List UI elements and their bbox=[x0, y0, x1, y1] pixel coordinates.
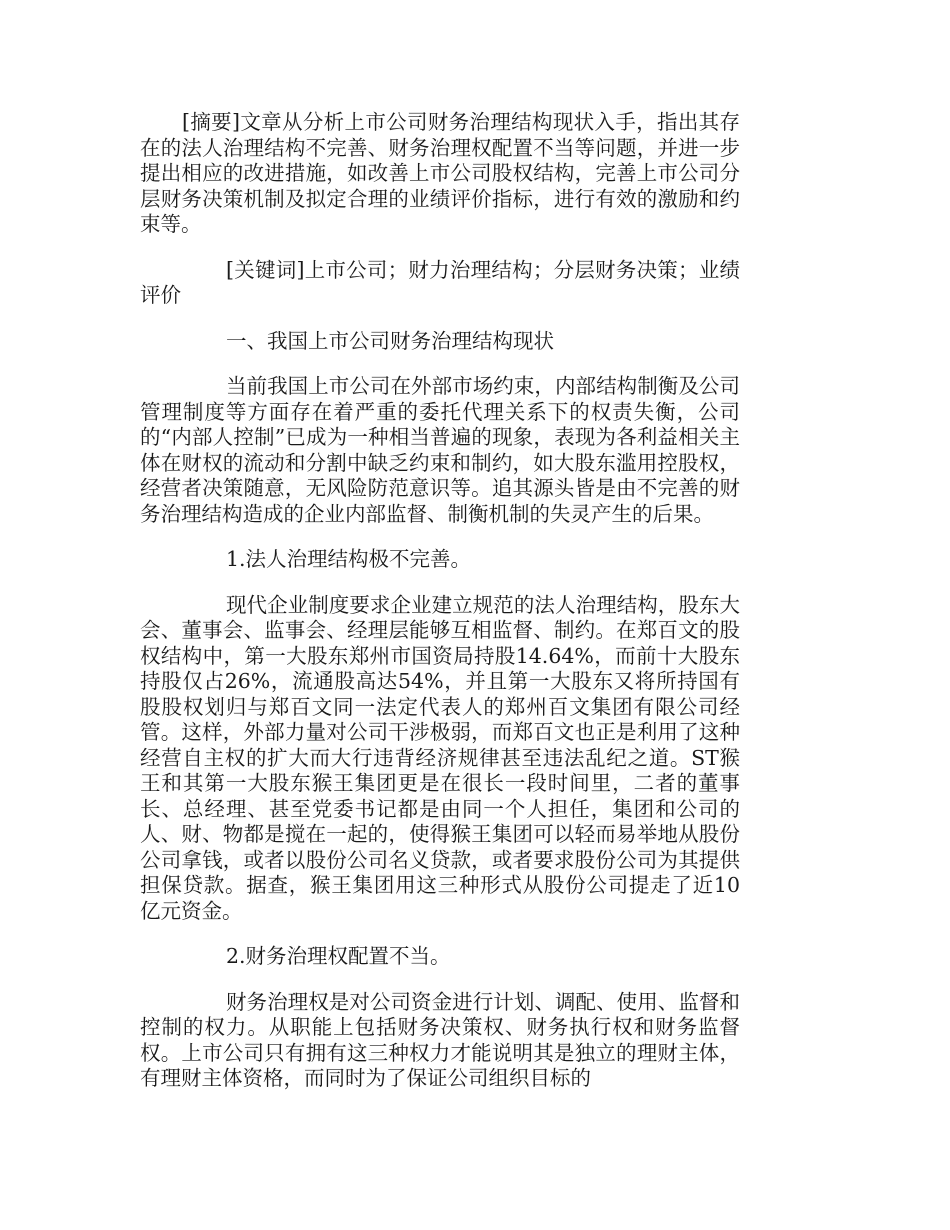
subsection-heading-2: 2.财务治理权配置不当。 bbox=[226, 944, 451, 968]
document-page bbox=[140, 110, 740, 1112]
section-heading: 一、我国上市公司财务治理结构现状 bbox=[226, 328, 554, 353]
subsection-body-1: 现代企业制度要求企业建立规范的法人治理结构，股东大会、董事会、监事会、经理层能够互相监督、制约。在郑百文的股权结构中，第一大股东郑州市国资局持股14.64%，而前十大股东持股仅占26%，流通股高达54%，并且第一大股东又将所持国有股股权划归与郑百文同一法定代表人的郑州百文集团有限公司经管。这样，外部力量对公司干涉极弱，而郑百文也正是利用了这种经营自主权的扩大而大行违背经济规律甚至违法乱纪之道。ST猴王和其第一大股东猴王集团更是在很长一段时间里，二者的董事长、总经理、甚至党委书记都是由同一个人担任，集团和公司的人、财、物都是搅在一起的，使得猴王集团可以轻而易举地从股份公司拿钱，或者以股份公司名义贷款，或者要求股份公司为其提供担保贷款。据查，猴王集团用这三种形式从股份公司提走了近10亿元资金。 bbox=[140, 592, 740, 923]
abstract-paragraph: [摘要]文章从分析上市公司财务治理结构现状入手，指出其存在的法人治理结构不完善、财务治理权配置不当等问题，并进一步提出相应的改进措施，如改善上市公司股权结构，完善上市公司分层财务决策机制及拟定合理的业绩评价指标，进行有效的激励和约束等。 bbox=[140, 110, 740, 236]
subsection-body-2: 财务治理权是对公司资金进行计划、调配、使用、监督和控制的权力。从职能上包括财务决策权、财务执行权和财务监督权。上市公司只有拥有这三种权力才能说明其是独立的理财主体，有理财主体资格，而同时为了保证公司组织目标的 bbox=[140, 989, 740, 1090]
keywords-paragraph: [关键词]上市公司；财力治理结构；分层财务决策；业绩评价 bbox=[140, 257, 740, 307]
subsection-heading-1: 1.法人治理结构极不完善。 bbox=[226, 547, 472, 571]
section-intro-paragraph: 当前我国上市公司在外部市场约束，内部结构制衡及公司管理制度等方面存在着严重的委托代理关系下的权责失衡，公司的“内部人控制”已成为一种相当普遍的现象，表现为各利益相关主体在财权的流动和分割中缺乏约束和制约，如大股东滥用控股权，经营者决策随意，无风险防范意识等。追其源头皆是由不完善的财务治理结构造成的企业内部监督、制衡机制的失灵产生的后果。 bbox=[140, 374, 740, 526]
